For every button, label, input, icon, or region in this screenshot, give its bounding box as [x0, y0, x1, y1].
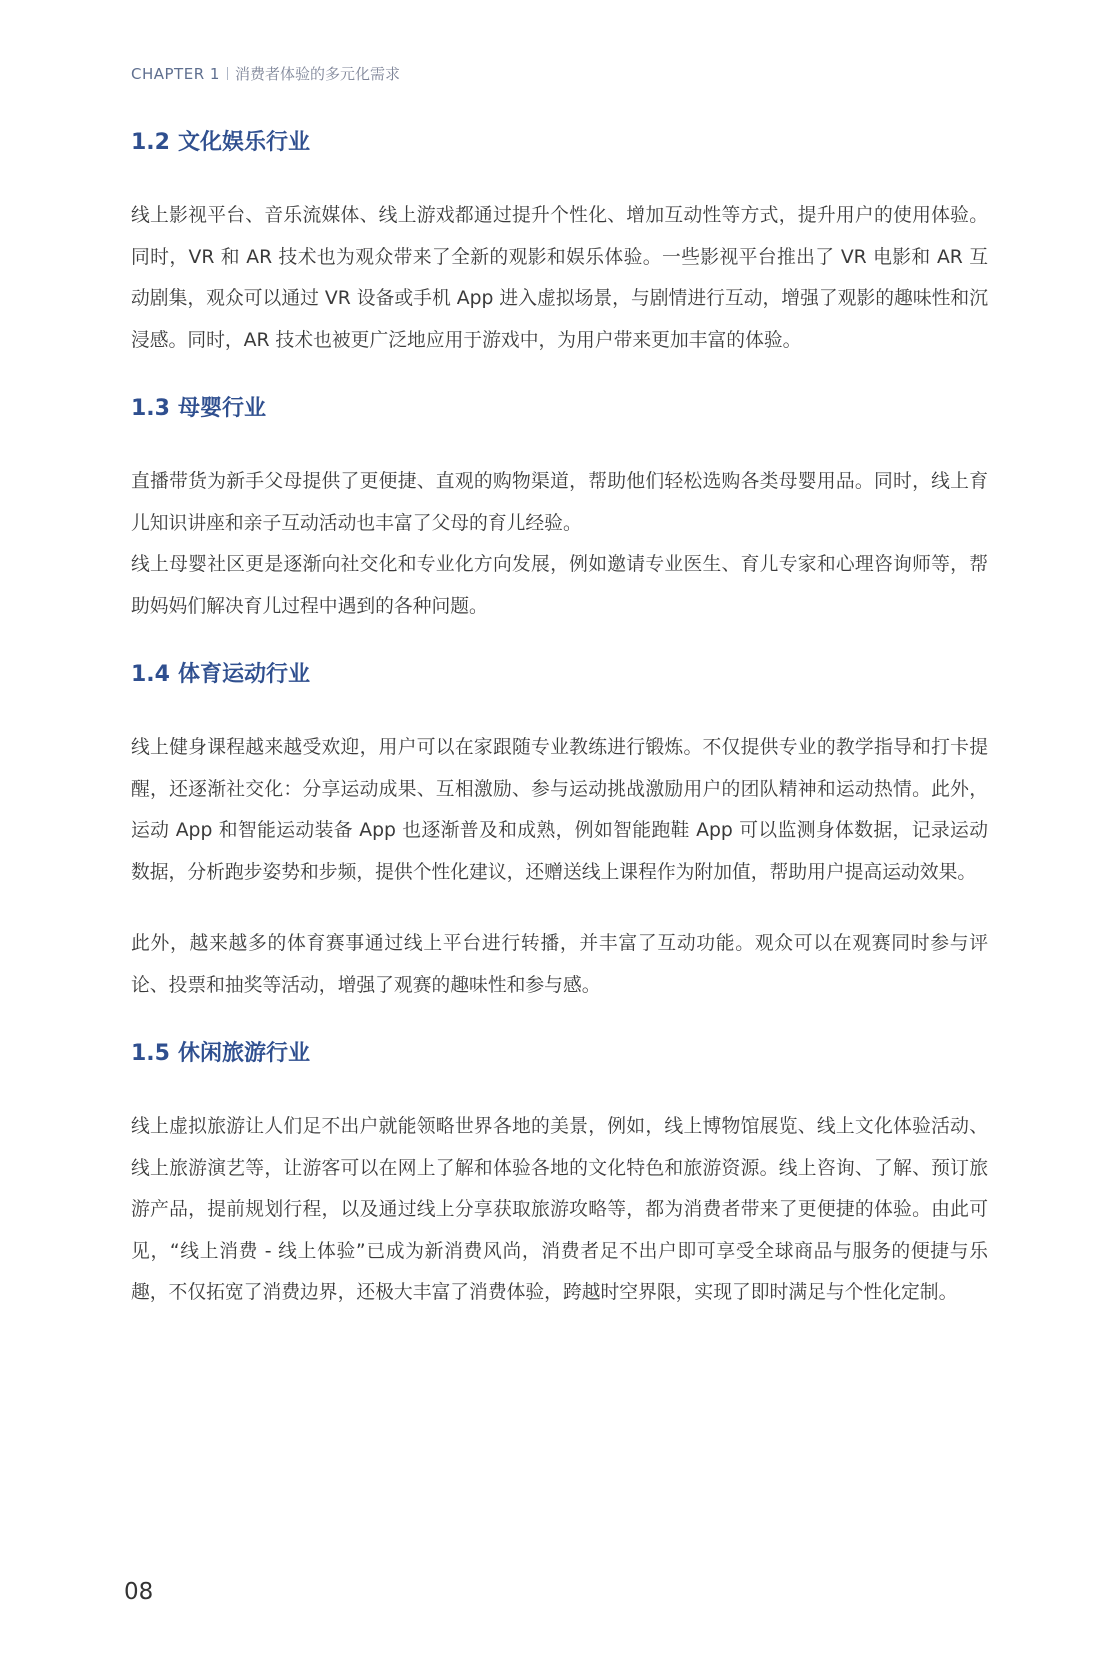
- section-leisure-travel: [131, 1039, 988, 1314]
- section-title: 休闲旅游行业: [177, 1041, 310, 1066]
- section-number: 1.3: [131, 396, 170, 421]
- section-culture-entertainment: [131, 128, 988, 361]
- paragraph: 线上母婴社区更是逐渐向社交化和专业化方向发展，例如邀请专业医生、育儿专家和心理咨询师等，帮助妈妈们解决育儿过程中遇到的各种问题。: [131, 554, 988, 617]
- section-number: 1.2: [131, 130, 170, 155]
- section-number: 1.4: [131, 662, 170, 687]
- section-maternal-infant: [131, 394, 988, 627]
- paragraph: 线上健身课程越来越受欢迎，用户可以在家跟随专业教练进行锻炼。不仅提供专业的教学指导和打卡提醒，还逐渐社交化：分享运动成果、互相激励、参与运动挑战激励用户的团队精神和运动热情。此外，运动 App 和智能运动装备 App 也逐渐普及和成熟，例如智能跑鞋 App 可以监测身体数据，记录运动数据，分析跑步姿势和步频，提供个性化建议，还赠送线上课程作为附加值，帮助用户提高运动效果。: [131, 737, 988, 883]
- running-header: [131, 63, 400, 85]
- paragraph: 此外，越来越多的体育赛事通过线上平台进行转播，并丰富了互动功能。观众可以在观赛同时参与评论、投票和抽奖等活动，增强了观赛的趣味性和参与感。: [131, 933, 988, 996]
- chapter-label: CHAPTER 1: [131, 65, 220, 83]
- section-heading: [131, 128, 988, 158]
- section-number: 1.5: [131, 1041, 170, 1066]
- section-sports: [131, 660, 988, 1006]
- section-title: 体育运动行业: [177, 662, 310, 687]
- section-heading: [131, 660, 988, 690]
- page-number: 08: [124, 1579, 154, 1605]
- chapter-subject: 消费者体验的多元化需求: [234, 65, 400, 83]
- section-title: 母婴行业: [177, 396, 266, 421]
- paragraph: 直播带货为新手父母提供了更便捷、直观的购物渠道，帮助他们轻松选购各类母婴用品。同时，线上育儿知识讲座和亲子互动活动也丰富了父母的育儿经验。: [131, 471, 988, 534]
- section-title: 文化娱乐行业: [177, 130, 310, 155]
- page-content: [131, 128, 988, 1314]
- paragraph: 线上影视平台、音乐流媒体、线上游戏都通过提升个性化、增加互动性等方式，提升用户的使用体验。同时，VR 和 AR 技术也为观众带来了全新的观影和娱乐体验。一些影视平台推出了 VR 电影和 AR 互动剧集，观众可以通过 VR 设备或手机 App 进入虚拟场景，与剧情进行互动，增强了观影的趣味性和沉浸感。同时，AR 技术也被更广泛地应用于游戏中，为用户带来更加丰富的体验。: [131, 205, 988, 351]
- section-heading: [131, 1039, 988, 1069]
- paragraph: 线上虚拟旅游让人们足不出户就能领略世界各地的美景，例如，线上博物馆展览、线上文化体验活动、线上旅游演艺等，让游客可以在网上了解和体验各地的文化特色和旅游资源。线上咨询、了解、预订旅游产品，提前规划行程，以及通过线上分享获取旅游攻略等，都为消费者带来了更便捷的体验。由此可见，“线上消费 - 线上体验”已成为新消费风尚，消费者足不出户即可享受全球商品与服务的便捷与乐趣，不仅拓宽了消费边界，还极大丰富了消费体验，跨越时空界限，实现了即时满足与个性化定制。: [131, 1116, 988, 1303]
- header-divider: [227, 67, 228, 80]
- section-heading: [131, 394, 988, 424]
